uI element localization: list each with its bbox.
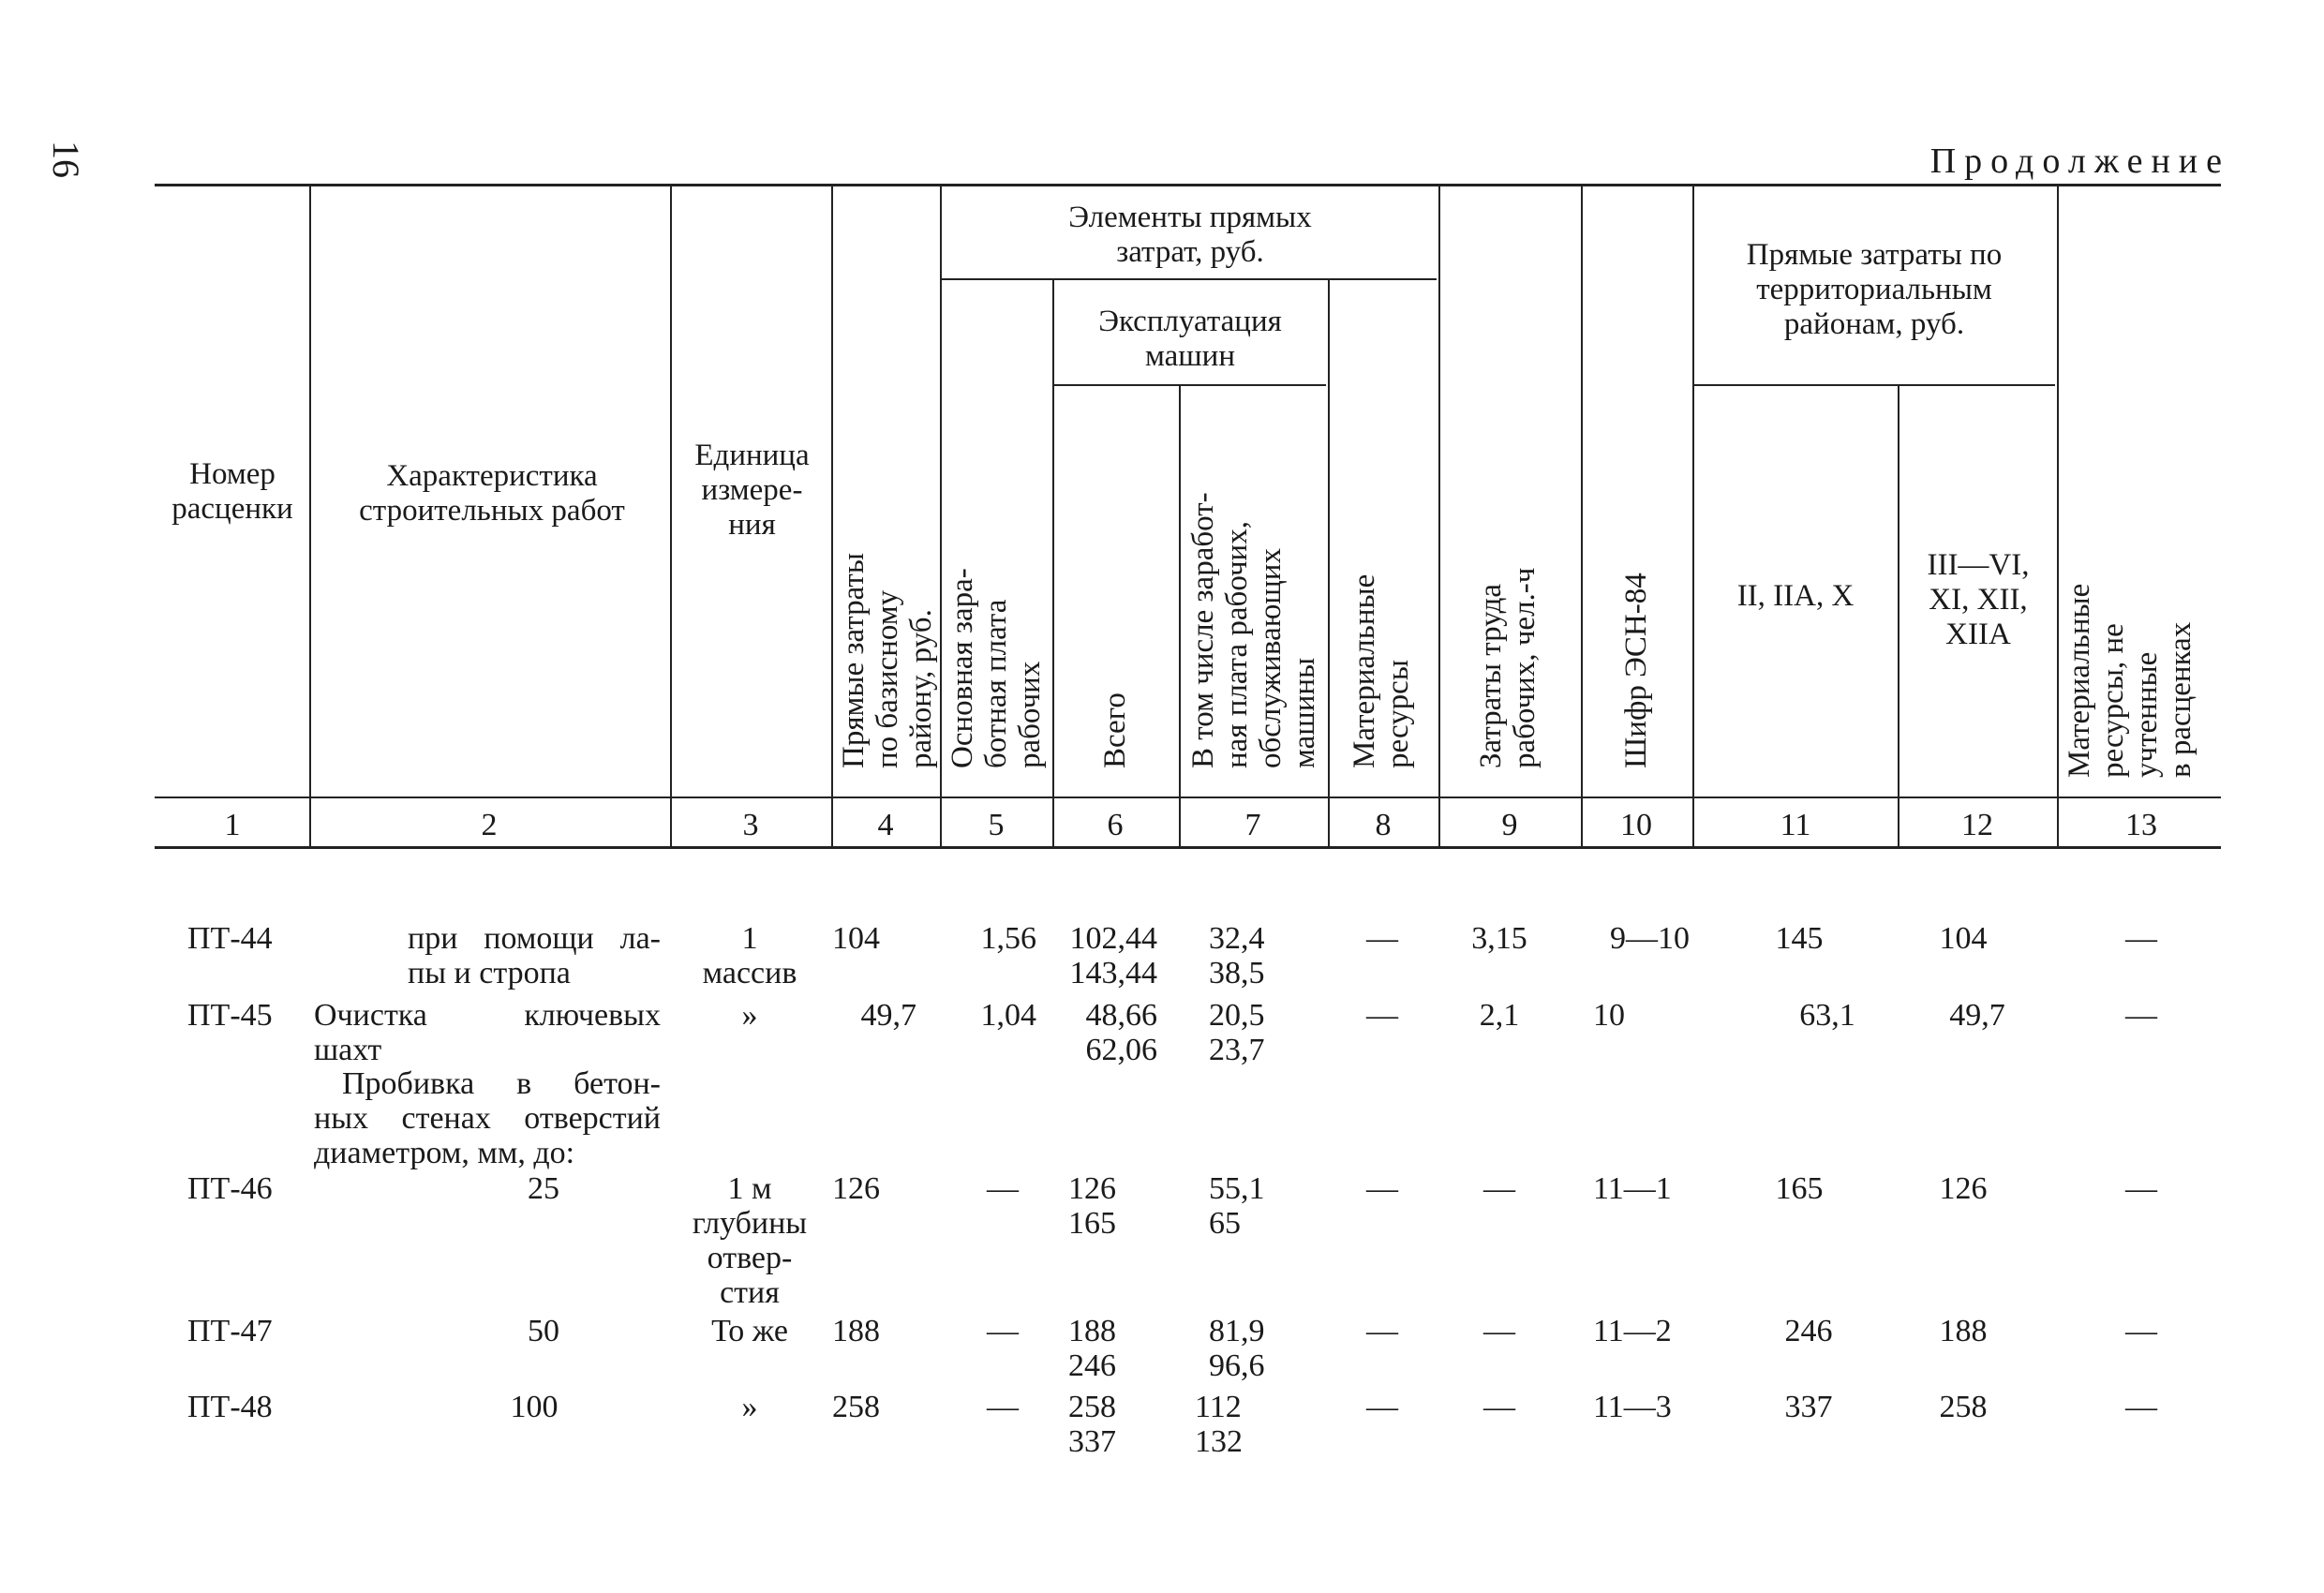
labor-cost: — <box>1483 1171 1515 1206</box>
header-machines-total: Всего <box>1098 692 1132 768</box>
header-unit: Единица измере-ния <box>694 439 810 542</box>
machines-total: 48,66 62,06 <box>1085 998 1157 1067</box>
column-numbers-top-rule <box>155 796 2221 798</box>
column-number: 11 <box>1780 808 1811 842</box>
work-description: при помощи ла- пы и стропа <box>408 921 661 990</box>
rate-code: ПТ-46 <box>187 1171 273 1206</box>
machines-total: 102,44 143,44 <box>1069 921 1157 990</box>
column-number: 2 <box>481 808 498 842</box>
esn-code: 10 <box>1593 998 1625 1033</box>
unit-of-measure: » <box>741 998 758 1033</box>
region-iii-cost: 258 <box>1939 1390 1988 1424</box>
base-wage: 1,56 <box>980 921 1036 956</box>
header-machine-operator-wage: В том числе заработ- ная плата рабочих, обслуживающих машины <box>1186 492 1321 768</box>
region-iii-cost: 126 <box>1939 1171 1988 1206</box>
header-machines-group: Эксплуатация машин <box>1098 305 1282 373</box>
header-materials: Материальные ресурсы <box>1348 573 1415 768</box>
column-divider <box>1328 278 1330 846</box>
unaccounted-materials: — <box>2125 921 2157 956</box>
column-number: 13 <box>2125 808 2157 842</box>
column-divider <box>670 186 672 846</box>
direct-cost-base: 188 <box>832 1314 880 1348</box>
column-divider <box>1898 386 1899 846</box>
column-number: 10 <box>1620 808 1652 842</box>
column-number: 1 <box>224 808 241 842</box>
column-number: 7 <box>1244 808 1261 842</box>
materials: — <box>1366 1171 1398 1206</box>
materials: — <box>1366 1314 1398 1348</box>
header-rate-number: Номер расценки <box>171 457 293 526</box>
unit-of-measure: То же <box>711 1314 788 1348</box>
labor-cost: 2,1 <box>1479 998 1520 1033</box>
machines-total: 258 337 <box>1068 1390 1116 1459</box>
column-number: 8 <box>1375 808 1392 842</box>
region-ii-cost: 63,1 <box>1799 998 1855 1033</box>
region-ii-cost: 246 <box>1784 1314 1833 1348</box>
column-divider <box>1179 386 1181 846</box>
header-direct-cost-base: Прямые затраты по базисному району, руб. <box>837 552 938 768</box>
header-region-ii: II, IIA, X <box>1736 579 1855 613</box>
machine-operator-wage: 112 132 <box>1195 1390 1243 1459</box>
materials: — <box>1366 1390 1398 1424</box>
header-bottom-rule <box>155 846 2221 849</box>
direct-cost-base: 258 <box>832 1390 880 1424</box>
materials: — <box>1366 998 1398 1033</box>
machine-operator-wage: 20,5 23,7 <box>1209 998 1265 1067</box>
base-wage: — <box>987 1390 1019 1424</box>
region-ii-cost: 337 <box>1784 1390 1833 1424</box>
header-base-wage: Основная зара- ботная плата рабочих <box>946 568 1047 768</box>
esn-code: 11—1 <box>1593 1171 1672 1206</box>
header-unaccounted-materials: Материальные ресурсы, не учтенные в расценках <box>2063 583 2197 778</box>
unit-of-measure: » <box>741 1390 758 1424</box>
materials: — <box>1366 921 1398 956</box>
rate-code: ПТ-45 <box>187 998 273 1033</box>
work-description: 100 <box>510 1390 559 1424</box>
page-number: 16 <box>45 141 87 178</box>
unaccounted-materials: — <box>2125 1314 2157 1348</box>
machines-group-rule <box>1054 384 1326 386</box>
header-region-iii: III—VI, XI, XII, XIIA <box>1927 548 2030 651</box>
header-labor-cost: Затраты труда рабочих, чел.-ч <box>1474 567 1542 768</box>
labor-cost: — <box>1483 1314 1515 1348</box>
unaccounted-materials: — <box>2125 1390 2157 1424</box>
continuation-label: Продолжение <box>1929 141 2230 181</box>
base-wage: — <box>987 1314 1019 1348</box>
column-number: 6 <box>1107 808 1124 842</box>
header-work-description: Характеристика строительных работ <box>359 459 625 528</box>
esn-code: 11—3 <box>1593 1390 1672 1424</box>
column-divider <box>2057 186 2059 846</box>
header-top-rule <box>155 184 2221 186</box>
elements-group-rule <box>942 278 1437 280</box>
unaccounted-materials: — <box>2125 1171 2157 1206</box>
direct-cost-base: 126 <box>832 1171 880 1206</box>
machines-total: 126 165 <box>1068 1171 1116 1241</box>
column-divider <box>831 186 833 846</box>
esn-code: 11—2 <box>1593 1314 1672 1348</box>
direct-cost-base: 104 <box>832 921 880 956</box>
rate-code: ПТ-47 <box>187 1314 273 1348</box>
work-description: 50 <box>528 1314 559 1348</box>
region-iii-cost: 104 <box>1939 921 1988 956</box>
header-esn-code: Шифр ЭСН-84 <box>1619 573 1653 768</box>
work-description: Очистка ключевых шахт <box>314 998 661 1067</box>
column-divider <box>1052 278 1054 846</box>
base-wage: 1,04 <box>980 998 1036 1033</box>
rate-code: ПТ-44 <box>187 921 273 956</box>
region-iii-cost: 188 <box>1939 1314 1988 1348</box>
machines-total: 188 246 <box>1068 1314 1116 1383</box>
machine-operator-wage: 55,1 65 <box>1209 1171 1265 1241</box>
direct-cost-base: 49,7 <box>860 998 916 1033</box>
work-description: 25 <box>528 1171 559 1206</box>
header-regions-group: Прямые затраты по территориальным районам, руб. <box>1746 238 2003 341</box>
section-heading: Пробивка в бетон- ных стенах отверстий диаметром, мм, до: <box>314 1066 661 1170</box>
rate-code: ПТ-48 <box>187 1390 273 1424</box>
column-divider <box>1581 186 1583 846</box>
header-elements-group: Элементы прямых затрат, руб. <box>1068 201 1312 269</box>
column-divider <box>309 186 311 846</box>
regions-group-rule <box>1694 384 2055 386</box>
machine-operator-wage: 32,4 38,5 <box>1209 921 1265 990</box>
column-number: 12 <box>1961 808 1993 842</box>
unit-of-measure: 1 м глубины отвер- стия <box>692 1171 808 1310</box>
base-wage: — <box>987 1171 1019 1206</box>
region-iii-cost: 49,7 <box>1949 998 2005 1033</box>
column-number: 5 <box>988 808 1005 842</box>
column-divider <box>940 186 942 846</box>
esn-code: 9—10 <box>1610 921 1690 956</box>
column-divider <box>1438 186 1440 846</box>
column-number: 9 <box>1501 808 1518 842</box>
region-ii-cost: 165 <box>1775 1171 1824 1206</box>
column-number: 3 <box>742 808 759 842</box>
unaccounted-materials: — <box>2125 998 2157 1033</box>
unit-of-measure: 1 массив <box>702 921 797 990</box>
region-ii-cost: 145 <box>1775 921 1824 956</box>
labor-cost: — <box>1483 1390 1515 1424</box>
column-divider <box>1692 186 1694 846</box>
labor-cost: 3,15 <box>1471 921 1527 956</box>
column-number: 4 <box>877 808 894 842</box>
machine-operator-wage: 81,9 96,6 <box>1209 1314 1265 1383</box>
